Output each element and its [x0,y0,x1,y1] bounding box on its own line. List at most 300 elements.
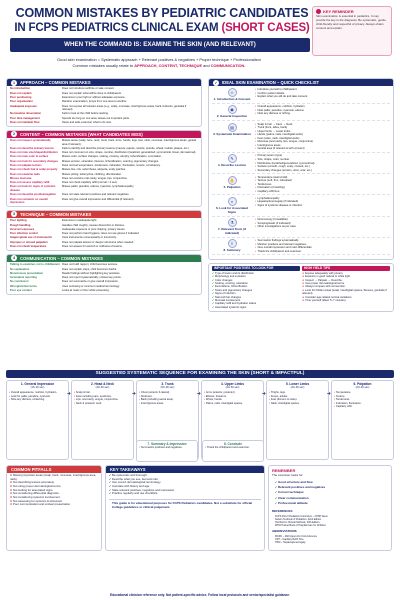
mistake-label: Poor infection control [10,232,38,236]
list-item: • Wrists, hands. [204,398,261,401]
sequence-extra-step [202,440,264,462]
step-name: 2. General Inspection [216,114,248,119]
pitfalls-box [6,465,102,551]
mistake-label: Does not note color & surface [10,155,49,159]
mistake-description: Uses confusing or incorrect medical terminology. [62,284,120,288]
tips-box [302,266,390,309]
mistake-description: Examines in inadequate light. [62,219,98,223]
list-item: • Lymphadenopathy [255,197,390,201]
mistake-label: Poor positioning [10,95,32,99]
list-item: ✔ Professional attitude [275,501,385,506]
list-item: • Confirm patient details. [255,92,390,96]
step-duration: (20–30 sec) [355,386,370,390]
step-title [269,382,326,390]
checklist-item [212,176,390,196]
approach-header [7,79,201,86]
list-item: • Abdomen. [139,395,196,398]
mistake-label: No baseline observation [10,112,42,116]
step-icon: ✋ [228,176,237,185]
list-item: ✔ Describe what you see, feel and infer. [109,478,261,482]
mistake-description: Misses areas (scalp, face, neck, trunk, back, arms, hands, legs, feet, nails, mucosae, intertriginous areas, genital area if relevant). [62,139,196,146]
remember-box [269,466,391,509]
checklist-header [209,79,393,86]
step-list [74,391,131,405]
mistake-label: No conclusion [10,280,29,284]
step-list [252,218,390,236]
number-4-icon: 4 [13,256,15,261]
list-item: • Look for pallor, jaundice, cyanosis. [9,395,66,398]
mistake-label: Does not assess capillary refill [10,181,50,185]
table-row [10,193,198,197]
checklist-step [212,218,252,236]
mistake-description: Does not perform hand hygiene; does not use gloves if indicated. [62,232,140,236]
mistake-label: Inadequate exposure [10,104,37,108]
list-item: MCRC – Mid Upper Arm Circumference [275,535,317,539]
mistake-description: Fails to look at the child before starting. [62,112,109,116]
mistake-label: Does not explain [10,91,32,95]
list-item: ✔ Good structure and flow [275,480,385,485]
mistake-label: Does not examine nails [10,172,40,176]
step-name: 8. Conclude [223,442,243,446]
list-item: • Intertriginous areas [255,144,390,148]
table-row [10,104,198,112]
step-list [252,154,390,172]
list-item: • Summarize positives and negatives. [139,446,195,449]
list-item: ✔ Practice regularly and use checklists. [109,492,261,496]
intro-highlight: APPROACH, CONTENT, TECHNIQUE [134,63,203,68]
checklist-title: IDEAL SKIN EXAMINATION – QUICK CHECKLIST [222,80,320,85]
remember-subtitle: The examiner looks for: [272,473,304,478]
positives-box [212,266,300,309]
list-item: • Overall appearance, nutrition, hydration. [9,391,66,394]
step-name: 4. Upper Limbs [220,382,245,386]
list-item: ✖ Not looking for associated signs. [10,489,98,493]
list-item: • Back (including sacral area). [139,398,196,401]
table-row [10,87,198,91]
table-row [10,168,198,172]
list-item: ✔ Capillary refill and hydration status [212,302,300,305]
mistake-description: Does not build rapport, child becomes anxious. [62,263,118,267]
mistake-description: Examines in poor light or without adequate exposure. [62,95,126,99]
list-item: • Texture. [334,395,391,398]
table-row [10,139,198,147]
mistake-description: Does not palpate lesions or deeper structures when needed. [62,240,134,244]
arrow-right-icon: ➜ [261,391,266,397]
mistake-label: Incorrect exposure [10,227,35,231]
table-row [10,236,198,240]
list-item: • Give overall impression and main differentials. [255,246,390,250]
mistake-label: Poor eye contact [10,288,32,292]
mistake-label: Talking to examiner, not to child/parent [10,263,60,267]
mistake-label: Does not comment on overall impression [10,197,48,205]
list-item: ✔ Morphology and evolution [212,275,300,278]
step-icon: ▤ [228,123,237,132]
step-list [252,105,390,119]
list-item: ✔ Signs of infection [212,292,300,295]
checklist-section [208,78,394,260]
list-item: ★ Look for hidden areas (scalp, interdigital spaces, flexures, genitalia if relevant). [302,289,390,296]
positives-list [212,272,300,309]
intro-line-1: Good skin examination = Systematic approach + Relevant positives & negatives + Proper technique + Professionalism [57,57,261,62]
step-name: 1. General Impression [20,382,55,386]
step-list [139,446,195,449]
step-list [204,391,261,405]
approach-title: APPROACH – COMMON MISTAKES [20,80,91,85]
key-reminder-text: Skin examination is essential in pediatrics. It may provide the key to the diagnosis. Be systematic, gentle, child-friendly and respectful of privacy. Always obtain consent and explain. [316,14,387,30]
step-name: 5. Lower Limbs [285,382,310,386]
mistake-description: Does not examine oral cavity, tongue, lips, conjunctiva. [62,176,128,180]
step-name: 3. Trunk [161,382,174,386]
content-section [6,130,202,207]
mistake-label: No explanation [10,267,30,271]
references-title: REFERENCES [272,509,293,514]
mistake-label: Poor organization [10,100,33,104]
step-duration: (40–60 sec) [225,386,240,390]
list-item: • Elbows, forearms. [204,395,261,398]
list-item: • Trunk (front, sides, back) [255,126,390,130]
list-item: • Scalp & hair → Face → Neck [255,123,390,127]
mistake-description: Does not report systematically; misses key points. [62,276,122,280]
mistake-label: Monotonous presentation [10,271,43,275]
mistake-description: Misses pallor, jaundice, edema, cyanosis, lymphadenopathy. [62,185,134,189]
technique-section [6,210,202,251]
points-tips-section [208,263,394,312]
list-item: ✖ Not considering systemic involvement. [10,496,98,500]
step-icon: ◉ [228,105,237,114]
intro-highlight-2: COMMUNICATION. [210,63,246,68]
content-rows [7,138,201,206]
technique-rows [7,218,201,250]
step-name: 3. Systematic Examination [213,131,251,136]
list-item: CRT – Capillary Refill Time [275,538,304,542]
list-item: ★ Expose adequately with privacy. [302,272,390,275]
mistake-label: No introduction [10,87,31,91]
checklist-step [212,105,252,119]
list-item: • Overall appearance, nutrition, hydration. [255,105,390,109]
mistake-label: Does not check temperature [10,244,47,248]
list-item: ✔ Scaling, crusting, ulceration [212,282,300,285]
content-title: CONTENT – COMMON MISTAKES (WHAT CANDIDATES MISS) [20,131,143,137]
content-header [7,131,201,138]
mistake-description: Misses erosion, ulceration, fissures, lichenification, scarring, pigmentary changes. [62,159,159,163]
communication-title: COMMUNICATION – COMMON MISTAKES [20,255,103,261]
checklist-item [212,239,390,255]
checklist-item [212,88,390,104]
list-item: • Lips, oral cavity, tongue, conjunctiva. [74,398,131,401]
mistake-label: Does not look for signs of systemic disease [10,185,56,192]
mistake-description: Fails to identify and describe primary lesions (macule, papule, vesicle, pustule, wheal, nodule, plaque, etc.). [62,146,190,150]
step-name: 4. Describe Lesions [217,163,247,168]
list-item: • Neck & posterior neck. [74,402,131,405]
mistake-description: Does not assess for warmth or coldness of lesions. [62,244,123,248]
table-row [10,289,198,293]
list-item: ✖ Missing important areas (scalp, back, mucosae, intertriginous area, nails). [10,474,98,481]
abbreviations-list [272,534,388,545]
list-item: • Tenderness [255,183,390,187]
number-1-icon: 1 [13,80,15,85]
list-item: • Dermoscopy (if available) [255,218,390,222]
arrow-right-icon: ➜ [326,391,331,397]
mistake-description: Inadequate exposure or poor draping; privacy issues. [62,227,126,231]
step-icon: ☺ [228,88,237,97]
header [6,4,394,54]
step-name: 7. Relevant Tests (if indicated) [218,227,246,235]
list-item: • Thank the child/parent and examiner. [255,250,390,254]
title-line-2-main: IN FCPS PEDIATRICS CLINICAL EXAM [14,22,222,34]
intro [6,54,312,78]
table-row [10,91,198,95]
step-list [252,197,390,215]
list-item: • Primary lesion (type) [255,154,390,158]
bottom-row [6,465,394,551]
checklist-step [212,88,252,102]
remember-list [272,479,388,507]
list-item: ✔ Nail and hair changes [212,296,300,299]
takeaways-list [106,473,264,497]
mistake-description: Does not feel temperature, tenderness, induration, fluctuation, texture, consistency. [62,164,161,168]
list-item: • Mention positives and relevant negatives. [255,243,390,247]
list-item: ✔ Correct technique [275,490,385,495]
list-item: ★ Examine in good natural or white light. [302,275,390,278]
list-item: • Nails, interdigital spaces. [269,402,326,405]
technique-header [7,211,201,218]
table-row [10,219,198,223]
list-item: ✔ Be systematic and thorough. [109,474,261,478]
mistake-description: Does not give overall impression and differential (if relevant). [62,197,135,201]
list-item: ✔ Scars and pigmentary changes [212,289,300,292]
list-item: • Feet (soles, nails, interdigital webs) [255,137,390,141]
table-row [10,223,198,227]
technique-title: TECHNIQUE – COMMON MISTAKES [20,211,92,217]
command-banner: WHEN THE COMMAND IS: EXAMINE THE SKIN (AND RELEVANT) [10,38,310,52]
checklist-step [212,239,252,253]
abbreviations-title: ABBREVIATIONS [272,529,297,534]
list-item: ✔ Use correct dermatological terminology. [109,481,261,485]
list-item: • Genital area (if relevant & with consent) [255,147,390,151]
list-item: ✔ State relevant positives, negatives and impression. [109,489,261,493]
list-item: ✔ Relevant positives and negatives [275,485,385,490]
list-item: • Signs of systemic disease or infection [255,204,390,208]
list-item: • Palms, nails, interdigital spaces. [204,402,261,405]
mistake-description: Spends too long on one area, leaves out important parts. [62,116,130,120]
list-item: • Temperature. [334,391,391,394]
remember-title: REMEMBER [272,468,296,473]
mistake-description: Does not expose all relevant areas (e.g., scalp, mucosae, intertriginous areas, back, buttocks, genitalia if relevant). [62,104,187,112]
list-item: • Capillary refill time [255,190,390,194]
list-item: • Upper limbs → Lower limbs [255,130,390,134]
intro-and: and [202,63,211,68]
mistake-description: Does not check capillary refill (normal < 2 sec). [62,181,118,185]
list-item: • Size, shape, color, number [255,158,390,162]
main-columns [6,78,394,368]
step-title [9,382,66,390]
mistake-label: Rough handling [10,223,31,227]
step-list [334,391,391,408]
step-name: 6. Palpation [353,382,372,386]
mistake-label: Does not check hair & scalp properly [10,168,58,172]
checklist-item [212,218,390,238]
table-row [10,197,198,205]
list-item: • Other investigations as per case [255,225,390,229]
step-list [252,88,390,102]
guideline-note: This guide is for educational purposes for FCPS Pediatrics candidates. Not a substitute for official College guidelines or clinical judgement. [109,499,261,512]
step-name: 1. Introduction & Consent [213,97,251,101]
list-item: • Note any distress, scratching. [9,398,66,401]
list-item: • Mucosae (oral cavity, lips, tongue, conjunctiva) [255,140,390,144]
list-item: • Capillary refill. [334,405,391,408]
table-row [10,172,198,176]
list-item: • Scalp & hair. [74,391,131,394]
checklist-item [212,154,390,174]
intro-line-2 [6,63,312,69]
step-title [204,382,261,390]
mistake-label: Does not palpate lesions [10,164,42,168]
mistake-label: Poor time management [10,116,40,120]
step-list [252,123,390,151]
table-row [10,284,198,288]
step-name: 5. Palpation [223,184,241,189]
step-list [139,391,196,405]
references-list [272,514,388,528]
mistake-description: Uses instruments unnecessarily or incorrectly. [62,236,117,240]
table-row [10,120,198,124]
checklist-step [212,197,252,215]
list-item: ✔ Clear communication [275,496,385,501]
mistake-label: Does not look for secondary changes [10,159,58,163]
list-item: ✔ Excoriations, lichenification [212,285,300,288]
list-item: • Texture (soft, firm, indurated) [255,179,390,183]
list-item: • Chest (anterior & lateral). [139,391,196,394]
list-item: • Secondary changes (erosion, ulcer, scar, etc.) [255,169,390,173]
takeaways-box [105,465,265,551]
list-item: • Explain what you will do and take consent. [255,95,390,99]
step-title [334,382,391,390]
step-title [74,382,131,390]
arrow-right-icon: ➜ [66,391,71,397]
mistake-description: Misses pitting, koilonychia, clubbing, discoloration. [62,172,122,176]
list-item: ✔ Color changes [212,279,300,282]
footer-note: Educational clinician reference only. Not patient-specific advice. Follow local protocols and senior/specialist guidance. [110,592,290,597]
list-item: ★ Always compare with normal skin. [302,285,390,288]
list-item: • Hepatosplenomegaly (if indicated) [255,200,390,204]
list-item: ✖ Not describing lesions accurately. [10,481,98,485]
table-row [10,263,198,267]
mistake-label: Incomplete reporting [10,276,37,280]
mistake-description: Misses color, surface changes, scaling, crusting, atrophy, lichenification, excoriation. [62,155,162,159]
positives-title: IMPORTANT POSITIVES TO LOOK FOR [212,266,300,271]
key-reminder-box [312,6,392,56]
list-item: • Knees, ankles. [269,395,326,398]
checklist-item [212,197,390,217]
checklist-item [212,105,390,121]
mistake-label: Wrong/unclear terms [10,284,37,288]
table-row [10,112,198,116]
arrow-right-icon: ➜ [131,391,136,397]
mistake-description: Does not summarize or give overall impression. [62,280,119,284]
list-item: • Thighs, legs. [269,391,326,394]
table-row [10,100,198,104]
step-duration: (15–20 sec) [30,386,45,390]
list-item: • Face including ears, eyebrows. [74,395,131,398]
step-duration: (60–90 sec) [160,386,175,390]
mistake-label: Does not maintain flow [10,120,40,124]
list-item: Nelson Textbook of Pediatrics, 22nd Edition. [275,518,322,522]
step-list [252,176,390,194]
step-title [139,382,196,390]
list-item: ✖ Not using proper dermatological terms. [10,485,98,489]
list-item: • Hands (palms, nails, interdigital webs) [255,133,390,137]
number-2-icon: 2 [13,132,15,137]
step-duration: (40–60 sec) [95,386,110,390]
mistake-label: Does not describe positive/negative [10,193,56,197]
sequence-banner: SUGGESTED SYSTEMATIC SEQUENCE FOR EXAMINING THE SKIN (SHORT & IMPACTFUL) [6,370,394,378]
approach-rows [7,86,201,126]
list-item: ★ Inspect → Palpate → Describe. [302,279,390,282]
list-item: ✔ Type of lesion and its distribution [212,272,300,275]
abbreviations-box [272,530,388,545]
step-name: 6. Look for Associated Signs [215,205,249,214]
mistake-description: Does not explain what will be done to child/parent. [62,91,122,95]
list-item: ★ Consider age-related normal variations. [302,296,390,299]
mistake-label: Poor lighting [10,219,27,223]
left-column [6,78,202,368]
mistake-description: Random examination, jumps from one area to another. [62,100,127,104]
step-name: 7. Summary & Impression [147,442,187,446]
step-list [9,391,66,401]
list-item: ✔ Mucosal involvement [212,299,300,302]
right-column [208,78,394,368]
communication-section [6,254,202,295]
table-row [10,280,198,284]
list-item: FCPS Part-II Pediatrics Curriculum – CPSP latest. [275,514,329,518]
list-item: Hutchison's Clinical Methods, 24th Edition. [275,521,321,525]
tips-list [302,272,390,303]
mistake-description: Stops and asks examiner what to do next. [62,120,112,124]
takeaways-header: KEY TAKEAWAYS [106,466,264,473]
mistake-description: Does not explain steps, child becomes fearful. [62,267,117,271]
checklist-icon: ✓ [214,80,218,85]
list-item: • Distribution (localized/generalized, symmetrical) [255,162,390,166]
mistake-description: Does not introduce self/role or take consent. [62,87,115,91]
mistake-description: Handles child roughly; causes discomfort or distress. [62,223,125,227]
mistake-label: Does not inspect systematically [10,139,51,143]
table-row [10,155,198,159]
list-item: • Thank the child/parent and examiner. [205,446,261,449]
list-item: • Introduce yourself to child/parent. [255,88,390,92]
list-item: • Induration, fluctuation. [334,402,391,405]
list-item: • Arms (anterior, posterior). [204,391,261,394]
tips-title: HIGH YIELD TIPS [302,266,390,271]
pitfalls-list [7,473,101,508]
mistake-description: Does not comment on size, shape, number, distribution (localized, generalized, symmetrical, linear, dermatomal). [62,151,197,155]
mistake-label: Inappropriate use of instruments [10,236,52,240]
intro-text: Common mistakes usually relate to [72,63,135,68]
mistake-description: Does not state relevant positives and relevant negatives. [62,193,130,197]
title-line-1: COMMON MISTAKES BY PEDIATRIC CANDIDATES [15,6,309,20]
mistake-description: Misses lice, nits, seborrhoea, alopecia, scaly patches. [62,168,126,172]
list-item: • Note pallor, jaundice, cyanosis, edema. [255,109,390,113]
step-name: 2. Head & Neck [90,382,115,386]
mistake-label: Misses mucosae [10,176,32,180]
step-icon: ✎ [228,154,237,163]
approach-section [6,78,202,127]
checklist-item [212,123,390,153]
list-item: ★ Time yourself (ideal: 5–7 minutes). [302,299,390,302]
step-list [252,239,390,253]
step-icon: ≡ [228,239,237,248]
mistake-label: Does not describe primary lesions [10,146,54,150]
mistake-label: Does not note size/shape/distribution [10,151,58,155]
